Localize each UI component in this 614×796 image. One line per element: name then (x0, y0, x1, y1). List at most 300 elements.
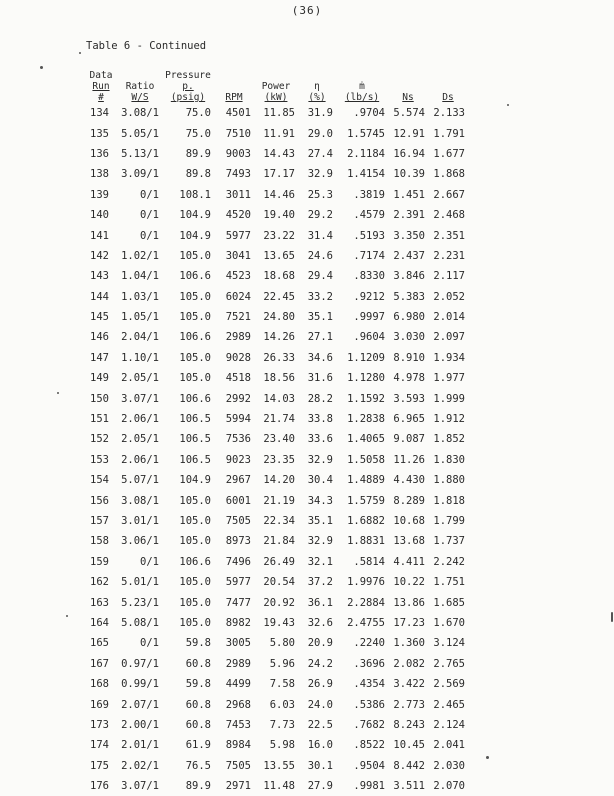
column-header-top: Pressure (165, 70, 211, 81)
table-cell: 27.4 (307, 147, 333, 160)
table-cell: 32.9 (307, 453, 333, 466)
table-cell: 11.85 (263, 107, 295, 120)
table-cell: 4.978 (393, 372, 425, 385)
table-cell: 106.5 (179, 413, 211, 426)
column-header-bottom: W/S (131, 92, 149, 103)
table-cell: 7477 (225, 596, 251, 609)
table-cell: 163 (90, 596, 109, 609)
table-cell: 5.383 (393, 290, 425, 303)
table-cell: 2.06/1 (121, 453, 159, 466)
table-cell: 174 (90, 739, 109, 752)
table-cell: 2.133 (433, 107, 465, 120)
table-cell: 7536 (225, 433, 251, 446)
column-header (84, 70, 118, 103)
table-cell: 1.677 (433, 147, 465, 160)
table-cell: 7505 (225, 515, 251, 527)
table-cell: 35.1 (307, 311, 333, 324)
table-cell: 4523 (225, 270, 251, 283)
table-cell: 10.45 (393, 739, 425, 752)
table-cell: 4520 (225, 209, 251, 222)
table-row (84, 348, 468, 368)
table-cell: 20.92 (263, 596, 295, 609)
table-cell: 33.8 (307, 413, 333, 426)
table-cell: 1.10/1 (121, 351, 159, 364)
table-cell: 2.4755 (347, 616, 385, 629)
table-cell: 5.80 (269, 637, 295, 650)
table-cell: 106.6 (179, 555, 211, 568)
table-cell: 7521 (225, 311, 251, 324)
table-cell: 175 (90, 759, 109, 772)
table-cell: 10.68 (393, 515, 425, 527)
table-cell: 8984 (225, 739, 251, 752)
table-cell: 8973 (225, 535, 251, 548)
table-cell: 24.0 (307, 698, 333, 711)
table-cell: 3.08/1 (121, 494, 159, 507)
table-cell: 4501 (225, 107, 251, 120)
table-cell: 151 (90, 413, 109, 426)
table-cell: 13.65 (263, 249, 295, 262)
table-cell: 1.2838 (347, 413, 385, 426)
table-cell: 32.1 (307, 555, 333, 568)
table-cell: 2.05/1 (121, 433, 159, 446)
table-cell: 3.09/1 (121, 168, 159, 181)
table-row (84, 531, 468, 551)
table-cell: 106.6 (179, 270, 211, 283)
table-cell: 14.43 (263, 147, 295, 160)
table-row (84, 613, 468, 633)
table-cell: 32.9 (307, 535, 333, 548)
table-cell: 5.98 (269, 739, 295, 752)
table-cell: 32.9 (307, 168, 333, 181)
table-cell: 5977 (225, 576, 251, 589)
table-cell: 2.437 (393, 249, 425, 262)
table-cell: .5814 (353, 555, 385, 568)
table-cell: 150 (90, 392, 109, 405)
table-row (84, 776, 468, 796)
table-row (84, 654, 468, 674)
table-cell: 3041 (225, 249, 251, 262)
table-cell: 105.0 (179, 290, 211, 303)
table-row (84, 715, 468, 735)
table-cell: 59.8 (185, 637, 211, 650)
table-cell: 30.1 (307, 759, 333, 772)
table-cell: 21.19 (263, 494, 295, 507)
table-cell: 5.23/1 (121, 596, 159, 609)
table-cell: 134 (90, 107, 109, 120)
table-cell: 105.0 (179, 351, 211, 364)
table-row (84, 572, 468, 592)
table-cell: 60.8 (185, 698, 211, 711)
table-cell: 7453 (225, 718, 251, 731)
table-cell: 7505 (225, 759, 251, 772)
table-cell: 2.1184 (347, 147, 385, 160)
table-body (84, 103, 468, 796)
table-cell: 5994 (225, 413, 251, 426)
table-cell: 145 (90, 311, 109, 324)
table-cell: 14.26 (263, 331, 295, 344)
table-cell: .2240 (353, 637, 385, 650)
table-cell: 75.0 (185, 107, 211, 120)
scan-speck (57, 392, 59, 394)
table-cell: 2.00/1 (121, 718, 159, 731)
table-cell: 3.01/1 (121, 515, 159, 527)
table-cell: 0/1 (140, 229, 159, 242)
table-row (84, 592, 468, 612)
table-cell: 18.56 (263, 372, 295, 385)
column-header (336, 70, 388, 103)
table-cell: 157 (90, 515, 109, 527)
column-header (298, 70, 336, 103)
table-cell: 105.0 (179, 494, 211, 507)
column-header-top: Data (89, 70, 113, 81)
table-cell: 149 (90, 372, 109, 385)
table-cell: 2.07/1 (121, 698, 159, 711)
table-cell: 4.411 (393, 555, 425, 568)
table-cell: 5.05/1 (121, 127, 159, 140)
table-cell: 1.868 (433, 168, 465, 181)
table-cell: 22.34 (263, 515, 295, 527)
table-cell: 1.04/1 (121, 270, 159, 283)
table-cell: 31.4 (307, 229, 333, 242)
table-cell: .9504 (353, 759, 385, 772)
table-cell: 1.05/1 (121, 311, 159, 324)
table-cell: 2967 (225, 474, 251, 487)
table-cell: 11.48 (263, 780, 295, 793)
table-cell: 3.030 (393, 331, 425, 344)
table-cell: 4499 (225, 678, 251, 691)
table-cell: 8.442 (393, 759, 425, 772)
table-cell: 2.2884 (347, 596, 385, 609)
table-cell: 2989 (225, 657, 251, 670)
table-row (84, 552, 468, 572)
table-cell: 76.5 (185, 759, 211, 772)
table-row (84, 205, 468, 225)
table-cell: 21.84 (263, 535, 295, 548)
table-cell: 164 (90, 616, 109, 629)
table-cell: 162 (90, 576, 109, 589)
table-cell: 2.02/1 (121, 759, 159, 772)
table-row (84, 674, 468, 694)
table-cell: 2968 (225, 698, 251, 711)
table-cell: 2992 (225, 392, 251, 405)
table-cell: 14.03 (263, 392, 295, 405)
table-cell: 141 (90, 229, 109, 242)
table-row (84, 511, 468, 531)
table-cell: .7174 (353, 249, 385, 262)
table-cell: 28.2 (307, 392, 333, 405)
table-header-row (84, 70, 468, 103)
table-cell: 11.26 (393, 453, 425, 466)
table-cell: 165 (90, 637, 109, 650)
table-cell: 2.667 (433, 188, 465, 201)
table-cell: 16.0 (307, 739, 333, 752)
table-cell: 6.980 (393, 311, 425, 324)
table-cell: 3.846 (393, 270, 425, 283)
data-table (84, 70, 468, 796)
table-cell: 2.468 (433, 209, 465, 222)
table-cell: 16.94 (393, 147, 425, 160)
table-cell: 106.6 (179, 331, 211, 344)
table-cell: 5.07/1 (121, 474, 159, 487)
table-cell: 1.03/1 (121, 290, 159, 303)
table-row (84, 144, 468, 164)
table-cell: 26.49 (263, 555, 295, 568)
table-cell: 26.33 (263, 351, 295, 364)
table-cell: 75.0 (185, 127, 211, 140)
table-row (84, 307, 468, 327)
table-cell: 2.465 (433, 698, 465, 711)
table-cell: 3011 (225, 188, 251, 201)
table-cell: 13.55 (263, 759, 295, 772)
table-cell: 1.670 (433, 616, 465, 629)
table-cell: 24.2 (307, 657, 333, 670)
table-cell: 34.6 (307, 351, 333, 364)
table-cell: 2.117 (433, 270, 465, 283)
table-cell: 2.351 (433, 229, 465, 242)
table-cell: 31.9 (307, 107, 333, 120)
table-cell: 9003 (225, 147, 251, 160)
table-cell: 167 (90, 657, 109, 670)
table-cell: 13.86 (393, 596, 425, 609)
table-cell: 8982 (225, 616, 251, 629)
table-cell: 7.73 (269, 718, 295, 731)
table-cell: 25.3 (307, 188, 333, 201)
table-cell: 1.1280 (347, 372, 385, 385)
table-row (84, 164, 468, 184)
column-header-bottom: Ns (402, 92, 414, 103)
table-cell: 13.68 (393, 535, 425, 548)
table-cell: 10.22 (393, 576, 425, 589)
table-cell: 1.4889 (347, 474, 385, 487)
table-cell: 2971 (225, 780, 251, 793)
table-cell: 1.751 (433, 576, 465, 589)
table-cell: 32.6 (307, 616, 333, 629)
table-cell: 22.45 (263, 290, 295, 303)
table-cell: 3.422 (393, 678, 425, 691)
table-row (84, 266, 468, 286)
table-cell: 106.5 (179, 433, 211, 446)
scan-speck (40, 66, 43, 69)
table-cell: 147 (90, 351, 109, 364)
table-cell: 1.934 (433, 351, 465, 364)
table-row (84, 450, 468, 470)
column-header (388, 70, 428, 103)
table-cell: 89.9 (185, 147, 211, 160)
table-cell: 2.124 (433, 718, 465, 731)
table-cell: .9604 (353, 331, 385, 344)
table-cell: 6024 (225, 290, 251, 303)
table-cell: 3.07/1 (121, 392, 159, 405)
table-cell: 17.23 (393, 616, 425, 629)
column-header-bottom: p. (psig) (170, 81, 206, 103)
table-cell: 23.22 (263, 229, 295, 242)
table-cell: 142 (90, 249, 109, 262)
table-cell: 3.08/1 (121, 107, 159, 120)
table-cell: 17.17 (263, 168, 295, 181)
table-cell: 89.9 (185, 780, 211, 793)
table-row (84, 103, 468, 123)
table-cell: 2.231 (433, 249, 465, 262)
table-cell: .8522 (353, 739, 385, 752)
table-cell: 105.0 (179, 372, 211, 385)
table-cell: 1.685 (433, 596, 465, 609)
table-cell: 158 (90, 535, 109, 548)
table-cell: 154 (90, 474, 109, 487)
table-cell: 89.8 (185, 168, 211, 181)
table-cell: 6001 (225, 494, 251, 507)
table-cell: 105.0 (179, 576, 211, 589)
table-cell: 1.791 (433, 127, 465, 140)
table-cell: 1.1592 (347, 392, 385, 405)
table-cell: 24.6 (307, 249, 333, 262)
column-header-bottom: Ds (442, 92, 454, 103)
table-cell: 2.014 (433, 311, 465, 324)
table-cell: 7.58 (269, 678, 295, 691)
table-cell: 139 (90, 188, 109, 201)
table-cell: 5977 (225, 229, 251, 242)
table-cell: 10.39 (393, 168, 425, 181)
table-row (84, 470, 468, 490)
table-cell: 19.43 (263, 616, 295, 629)
table-cell: 153 (90, 453, 109, 466)
table-cell: 29.2 (307, 209, 333, 222)
table-cell: 2.01/1 (121, 739, 159, 752)
table-cell: 156 (90, 494, 109, 507)
table-cell: 29.4 (307, 270, 333, 283)
table-cell: 5.01/1 (121, 576, 159, 589)
table-cell: 9028 (225, 351, 251, 364)
table-cell: 4.430 (393, 474, 425, 487)
table-cell: 138 (90, 168, 109, 181)
table-cell: 2989 (225, 331, 251, 344)
table-cell: 1.912 (433, 413, 465, 426)
table-cell: 0/1 (140, 555, 159, 568)
table-cell: 0/1 (140, 209, 159, 222)
table-cell: 0/1 (140, 637, 159, 650)
scan-speck (486, 756, 489, 759)
table-cell: 1.852 (433, 433, 465, 446)
table-cell: 104.9 (179, 474, 211, 487)
column-header-top: ṁ (359, 81, 365, 92)
table-cell: 2.773 (393, 698, 425, 711)
table-row (84, 429, 468, 449)
table-cell: 9023 (225, 453, 251, 466)
table-cell: 26.9 (307, 678, 333, 691)
table-cell: 2.041 (433, 739, 465, 752)
table-cell: 5.96 (269, 657, 295, 670)
table-cell: 8.243 (393, 718, 425, 731)
table-cell: 2.391 (393, 209, 425, 222)
table-cell: .9704 (353, 107, 385, 120)
table-cell: 1.4154 (347, 168, 385, 181)
table-row (84, 123, 468, 143)
table-cell: 108.1 (179, 188, 211, 201)
table-cell: 105.0 (179, 596, 211, 609)
column-header-bottom: Run # (92, 81, 110, 103)
table-cell: 2.052 (433, 290, 465, 303)
table-cell: .9981 (353, 780, 385, 793)
table-caption: Table 6 - Continued (86, 40, 207, 52)
table-cell: 1.737 (433, 535, 465, 548)
table-row (84, 287, 468, 307)
table-cell: 23.40 (263, 433, 295, 446)
table-row (84, 388, 468, 408)
table-cell: 105.0 (179, 249, 211, 262)
table-cell: 3.06/1 (121, 535, 159, 548)
table-cell: .4354 (353, 678, 385, 691)
column-header-bottom: (%) (308, 92, 326, 103)
table-cell: 140 (90, 209, 109, 222)
table-cell: 6.965 (393, 413, 425, 426)
table-cell: 169 (90, 698, 109, 711)
table-cell: 136 (90, 147, 109, 160)
table-cell: 3005 (225, 637, 251, 650)
table-cell: 2.242 (433, 555, 465, 568)
table-cell: 143 (90, 270, 109, 283)
table-cell: 1.5745 (347, 127, 385, 140)
table-cell: 1.5759 (347, 494, 385, 507)
scan-speck (79, 52, 81, 54)
table-cell: 106.5 (179, 453, 211, 466)
table-cell: 21.74 (263, 413, 295, 426)
table-cell: 144 (90, 290, 109, 303)
table-cell: 24.80 (263, 311, 295, 324)
table-cell: 2.569 (433, 678, 465, 691)
table-cell: 2.05/1 (121, 372, 159, 385)
table-cell: 20.9 (307, 637, 333, 650)
column-header-top: η (314, 81, 320, 92)
table-cell: 2.097 (433, 331, 465, 344)
table-cell: .3696 (353, 657, 385, 670)
table-cell: .3819 (353, 188, 385, 201)
table-cell: 146 (90, 331, 109, 344)
table-cell: .7682 (353, 718, 385, 731)
table-cell: 61.9 (185, 739, 211, 752)
table-cell: 7510 (225, 127, 251, 140)
table-cell: 105.0 (179, 535, 211, 548)
table-cell: 23.35 (263, 453, 295, 466)
scan-speck (66, 615, 68, 617)
table-cell: 105.0 (179, 311, 211, 324)
column-header (162, 70, 214, 103)
table-cell: 1.999 (433, 392, 465, 405)
column-header-bottom: RPM (225, 92, 243, 103)
table-cell: 7496 (225, 555, 251, 568)
table-cell: 159 (90, 555, 109, 568)
table-cell: 22.5 (307, 718, 333, 731)
table-cell: 152 (90, 433, 109, 446)
table-cell: 1.5058 (347, 453, 385, 466)
table-cell: 60.8 (185, 718, 211, 731)
column-header-bottom: (kW) (264, 92, 288, 103)
table-cell: 7493 (225, 168, 251, 181)
page-number: (36) (291, 4, 323, 17)
table-cell: 5.574 (393, 107, 425, 120)
table-cell: 2.030 (433, 759, 465, 772)
table-row (84, 756, 468, 776)
table-cell: 1.818 (433, 494, 465, 507)
table-cell: 135 (90, 127, 109, 140)
table-cell: 2.082 (393, 657, 425, 670)
table-cell: 35.1 (307, 515, 333, 527)
table-row (84, 694, 468, 714)
table-cell: 0/1 (140, 188, 159, 201)
table-cell: 1.9976 (347, 576, 385, 589)
table-cell: 30.4 (307, 474, 333, 487)
table-cell: 1.880 (433, 474, 465, 487)
table-row (84, 633, 468, 653)
table-cell: 8.910 (393, 351, 425, 364)
